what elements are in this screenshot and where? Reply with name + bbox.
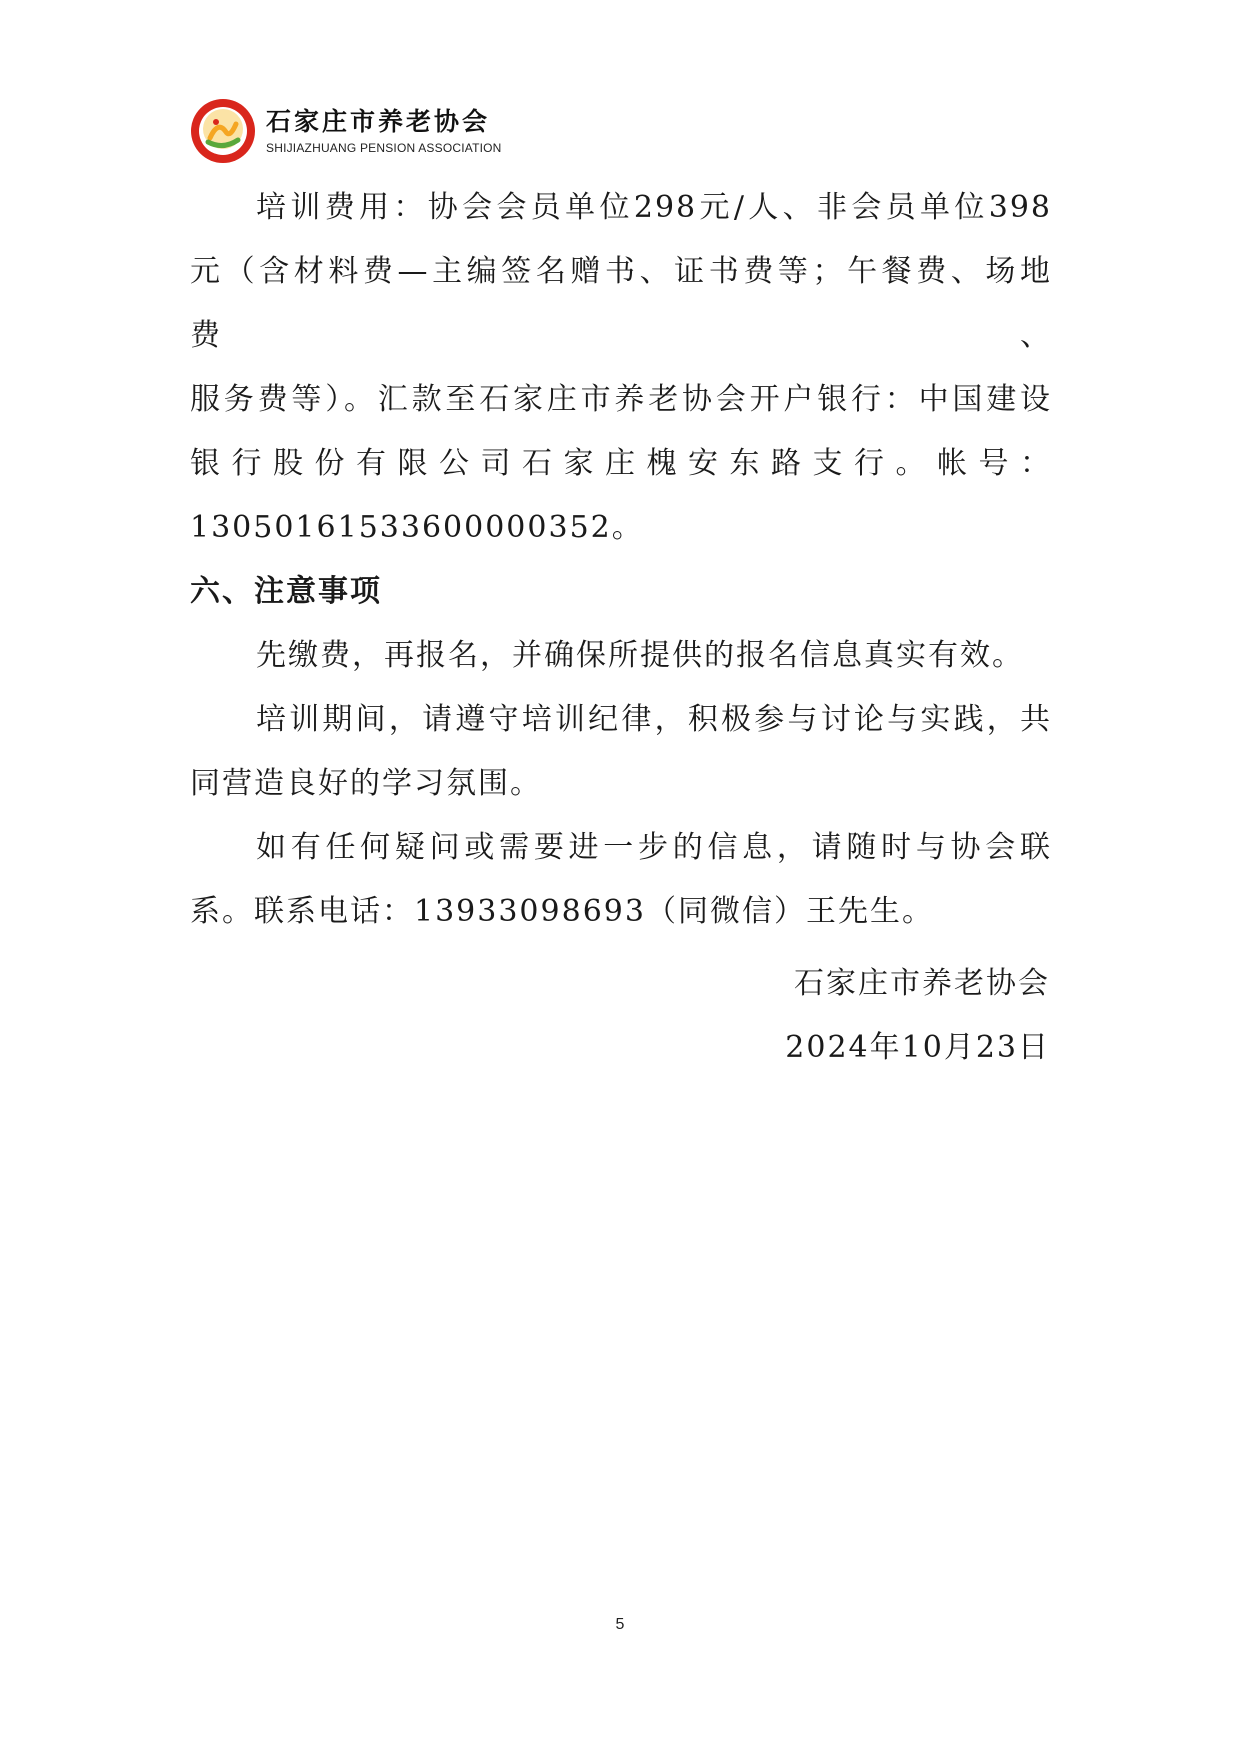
page-number: 5 (615, 1616, 625, 1633)
signature-org: 石家庄市养老协会 (794, 966, 1050, 1001)
notice-paragraph-2: 培训期间，请遵守培训纪律，积极参与讨论与实践，共同营造良好的学习氛围。 (190, 702, 1052, 801)
fee-paragraph-line-4: 银行股份有限公司石家庄槐安东路支行。帐号： (190, 446, 1052, 481)
letterhead (190, 96, 502, 166)
notice-paragraph-1: 先缴费，再报名，并确保所提供的报名信息真实有效。 (256, 638, 1024, 673)
fee-paragraph-line-3: 服务费等）。汇款至石家庄市养老协会开户银行：中国建设 (190, 382, 1052, 417)
signature-block (785, 952, 1050, 1080)
fee-paragraph-line-1: 培训费用：协会会员单位298元/人、非会员单位398 (256, 190, 1052, 225)
brand-block (266, 106, 502, 156)
association-logo-icon (190, 98, 256, 164)
section-heading: 六、注意事项 (190, 574, 382, 609)
account-number: 13050161533600000352。 (190, 510, 644, 545)
notice-paragraph-3: 如有任何疑问或需要进一步的信息，请随时与协会联系。联系电话：13933098693（同微信）王先生。 (190, 830, 1052, 929)
org-name-en: SHIJIAZHUANG PENSION ASSOCIATION (266, 141, 502, 155)
signature-date: 2024年10月23日 (785, 1030, 1050, 1065)
document-body (190, 176, 1052, 944)
org-name-cn: 石家庄市养老协会 (266, 107, 491, 136)
fee-paragraph-line-2: 元（含材料费—主编签名赠书、证书费等；午餐费、场地费、 (190, 254, 1052, 353)
